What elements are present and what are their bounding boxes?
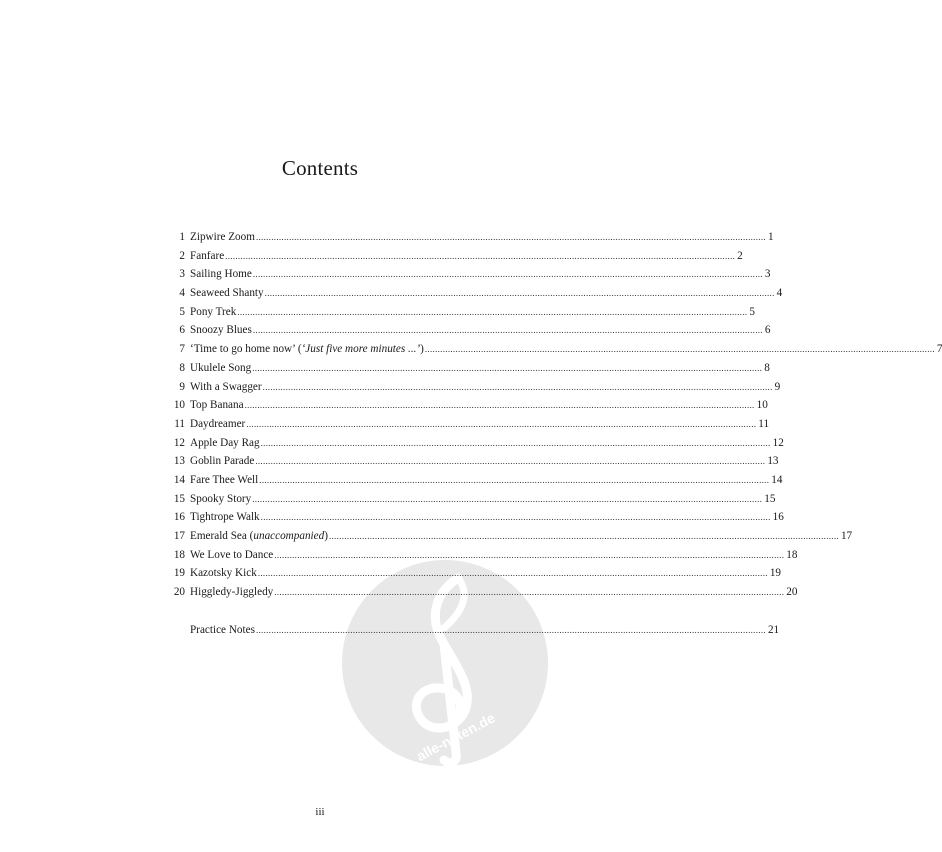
dot-leader: ........................................................................................................................................................................................................ bbox=[255, 456, 766, 467]
toc-entry-title-italic: unaccompanied bbox=[253, 530, 325, 542]
toc-entry-page: 8 bbox=[764, 361, 770, 374]
toc-entry-page: 5 bbox=[749, 305, 755, 318]
toc-entry-body bbox=[190, 359, 770, 378]
toc-entry-title-text: ‘Time to go home now’ ( bbox=[190, 343, 302, 356]
dot-leader: ........................................................................................................................................................................................................ bbox=[225, 250, 736, 261]
toc-entry bbox=[168, 303, 755, 322]
toc-entry-body bbox=[190, 247, 743, 266]
toc-entry-page: 13 bbox=[767, 455, 779, 468]
toc-entry bbox=[168, 452, 779, 471]
dot-leader: ........................................................................................................................................................................................................ bbox=[328, 531, 839, 541]
toc-entry-practice-notes bbox=[168, 621, 780, 640]
toc-entry-body bbox=[190, 508, 784, 527]
dot-leader: ........................................................................................................................................................................................................ bbox=[244, 400, 755, 411]
toc-entry-number: 8 bbox=[179, 361, 185, 374]
dot-leader: ........................................................................................................................................................................................................ bbox=[246, 418, 757, 429]
toc-entry bbox=[168, 321, 771, 340]
table-of-contents bbox=[168, 228, 942, 639]
toc-entry-body bbox=[190, 321, 771, 340]
toc-entry-number: 7 bbox=[179, 343, 185, 356]
toc-entry-body bbox=[190, 490, 776, 509]
toc-entry-title bbox=[190, 527, 328, 546]
toc-entry-page: 17 bbox=[840, 530, 853, 542]
toc-entry-title: Fare Thee Well bbox=[190, 473, 259, 486]
dot-leader: ........................................................................................................................................................................................................ bbox=[274, 587, 785, 598]
toc-entry-number: 11 bbox=[174, 417, 185, 430]
toc-entry-page: 7 bbox=[936, 343, 942, 356]
dot-leader: ........................................................................................................................................................................................................ bbox=[274, 549, 785, 560]
toc-entry-body bbox=[190, 284, 783, 303]
toc-entry-title: Seaweed Shanty bbox=[190, 287, 264, 300]
toc-entry-title: We Love to Dance bbox=[190, 548, 274, 561]
toc-entry-number: 15 bbox=[173, 492, 185, 505]
toc-entry-title-italic: ‘Just five more minutes ...’ bbox=[301, 343, 421, 356]
toc-entry bbox=[168, 284, 783, 303]
toc-entry-number: 9 bbox=[179, 380, 185, 393]
toc-entry-page: 11 bbox=[758, 417, 770, 430]
toc-entry bbox=[168, 265, 771, 284]
toc-entry-body bbox=[190, 583, 798, 602]
toc-entry-number: 14 bbox=[173, 473, 185, 486]
toc-entry bbox=[168, 564, 781, 583]
toc-entry-page: 15 bbox=[764, 492, 776, 505]
dot-leader: ........................................................................................................................................................................................................ bbox=[262, 381, 773, 392]
toc-entry-page: 16 bbox=[772, 511, 784, 524]
toc-entry-body bbox=[190, 564, 781, 583]
toc-entry-title: With a Swagger bbox=[190, 380, 262, 393]
toc-entry-body bbox=[190, 265, 771, 284]
toc-entry bbox=[168, 471, 783, 490]
toc-entry bbox=[168, 527, 853, 546]
toc-entry-title: Ukulele Song bbox=[190, 361, 252, 374]
toc-entry-page: 21 bbox=[767, 623, 780, 636]
toc-entry bbox=[168, 415, 770, 434]
toc-entry bbox=[168, 378, 781, 397]
toc-entry bbox=[168, 490, 776, 509]
toc-entry-number: 17 bbox=[173, 530, 185, 542]
toc-entry-body bbox=[190, 396, 768, 415]
toc-entry-body bbox=[190, 303, 755, 322]
dot-leader: ........................................................................................................................................................................................................ bbox=[252, 269, 763, 280]
toc-entry-number: 19 bbox=[173, 567, 185, 580]
dot-leader: ........................................................................................................................................................................................................ bbox=[259, 474, 770, 485]
dot-leader: ........................................................................................................................................................................................................ bbox=[252, 493, 763, 504]
toc-spacer bbox=[168, 602, 471, 621]
toc-entry-body bbox=[190, 527, 853, 546]
toc-entry-page: 14 bbox=[771, 473, 783, 486]
dot-leader: ........................................................................................................................................................................................................ bbox=[260, 512, 771, 523]
toc-entry-body bbox=[190, 228, 774, 247]
dot-leader: ........................................................................................................................................................................................................ bbox=[252, 325, 763, 336]
toc-entry-number: 1 bbox=[179, 231, 185, 243]
toc-entry-title-text: ) bbox=[324, 530, 328, 542]
page-title: Contents bbox=[281, 156, 359, 180]
toc-entry bbox=[168, 359, 770, 378]
toc-entry-body bbox=[190, 471, 783, 490]
toc-entry-number: 20 bbox=[173, 586, 185, 599]
toc-entry-number: 6 bbox=[179, 324, 185, 337]
toc-entry-page: 19 bbox=[769, 567, 781, 580]
dot-leader: ........................................................................................................................................................................................................ bbox=[255, 624, 766, 635]
dot-leader: ........................................................................................................................................................................................................ bbox=[255, 232, 766, 242]
toc-entry-title: Spooky Story bbox=[190, 492, 252, 505]
dot-leader: ........................................................................................................................................................................................................ bbox=[237, 306, 748, 317]
page-number: iii bbox=[315, 806, 325, 818]
toc-entry-number: 5 bbox=[179, 305, 185, 318]
toc-entry-body bbox=[190, 452, 779, 471]
toc-entry-title: Daydreamer bbox=[190, 417, 246, 430]
toc-entry-page: 12 bbox=[772, 436, 784, 449]
toc-entry-title: Fanfare bbox=[190, 249, 225, 262]
toc-entry bbox=[168, 508, 784, 527]
toc-entry-body bbox=[190, 340, 942, 359]
toc-entry-number: 16 bbox=[173, 511, 185, 524]
toc-entry-title: Goblin Parade bbox=[190, 455, 255, 468]
toc-entry bbox=[168, 396, 768, 415]
dot-leader: ........................................................................................................................................................................................................ bbox=[424, 344, 935, 355]
toc-entry-number: 18 bbox=[173, 548, 185, 561]
toc-entry bbox=[168, 247, 743, 266]
toc-entry-number: 13 bbox=[173, 455, 185, 468]
toc-entry-body bbox=[190, 621, 780, 640]
toc-entry-number: 2 bbox=[179, 249, 185, 262]
toc-entry-page: 20 bbox=[786, 586, 798, 599]
dot-leader: ........................................................................................................................................................................................................ bbox=[257, 568, 768, 579]
toc-entry-page: 18 bbox=[786, 548, 798, 561]
watermark-text: alle-noten.de bbox=[413, 709, 498, 765]
toc-entry-page: 9 bbox=[774, 380, 781, 393]
toc-entry bbox=[168, 583, 798, 602]
toc-entry bbox=[168, 434, 784, 453]
toc-entry-body bbox=[190, 546, 798, 565]
toc-entry-body bbox=[190, 434, 784, 453]
toc-entry-title: Kazotsky Kick bbox=[190, 567, 257, 580]
toc-entry-title-text: Emerald Sea ( bbox=[190, 530, 254, 542]
toc-entry-title: Pony Trek bbox=[190, 305, 237, 318]
dot-leader: ........................................................................................................................................................................................................ bbox=[260, 437, 771, 448]
toc-entry-page: 2 bbox=[737, 249, 743, 262]
toc-entry-number: 4 bbox=[179, 287, 185, 300]
toc-entry-title: Tightrope Walk bbox=[190, 511, 260, 524]
toc-entry-title bbox=[190, 340, 424, 359]
toc-entry-number: 10 bbox=[173, 399, 185, 412]
dot-leader: ........................................................................................................................................................................................................ bbox=[264, 288, 775, 299]
toc-entry-number: 3 bbox=[179, 268, 185, 281]
toc-entry-number: 12 bbox=[173, 436, 185, 449]
toc-entry-body bbox=[190, 415, 770, 434]
toc-entry-title: Snoozy Blues bbox=[190, 324, 252, 337]
toc-entry-title: Zipwire Zoom bbox=[190, 231, 255, 243]
toc-entry-title: Practice Notes bbox=[190, 623, 255, 636]
toc-entry-page: 6 bbox=[764, 324, 771, 337]
toc-entry-page: 10 bbox=[756, 399, 768, 412]
toc-entry-title: Apple Day Rag bbox=[190, 436, 260, 449]
toc-entry-page: 3 bbox=[764, 268, 771, 281]
toc-entry-page: 4 bbox=[776, 287, 783, 300]
toc-entry-title: Higgledy-Jiggledy bbox=[190, 586, 274, 599]
toc-entry bbox=[168, 546, 798, 565]
dot-leader: ........................................................................................................................................................................................................ bbox=[252, 362, 763, 373]
toc-entry-title: Sailing Home bbox=[190, 268, 252, 281]
toc-entry-body bbox=[190, 378, 781, 397]
toc-entry bbox=[168, 340, 942, 359]
toc-entry-title: Top Banana bbox=[190, 399, 244, 412]
toc-entry bbox=[168, 228, 774, 247]
toc-entry-page: 1 bbox=[767, 231, 774, 243]
toc-entry-title-text: ) bbox=[420, 343, 424, 356]
